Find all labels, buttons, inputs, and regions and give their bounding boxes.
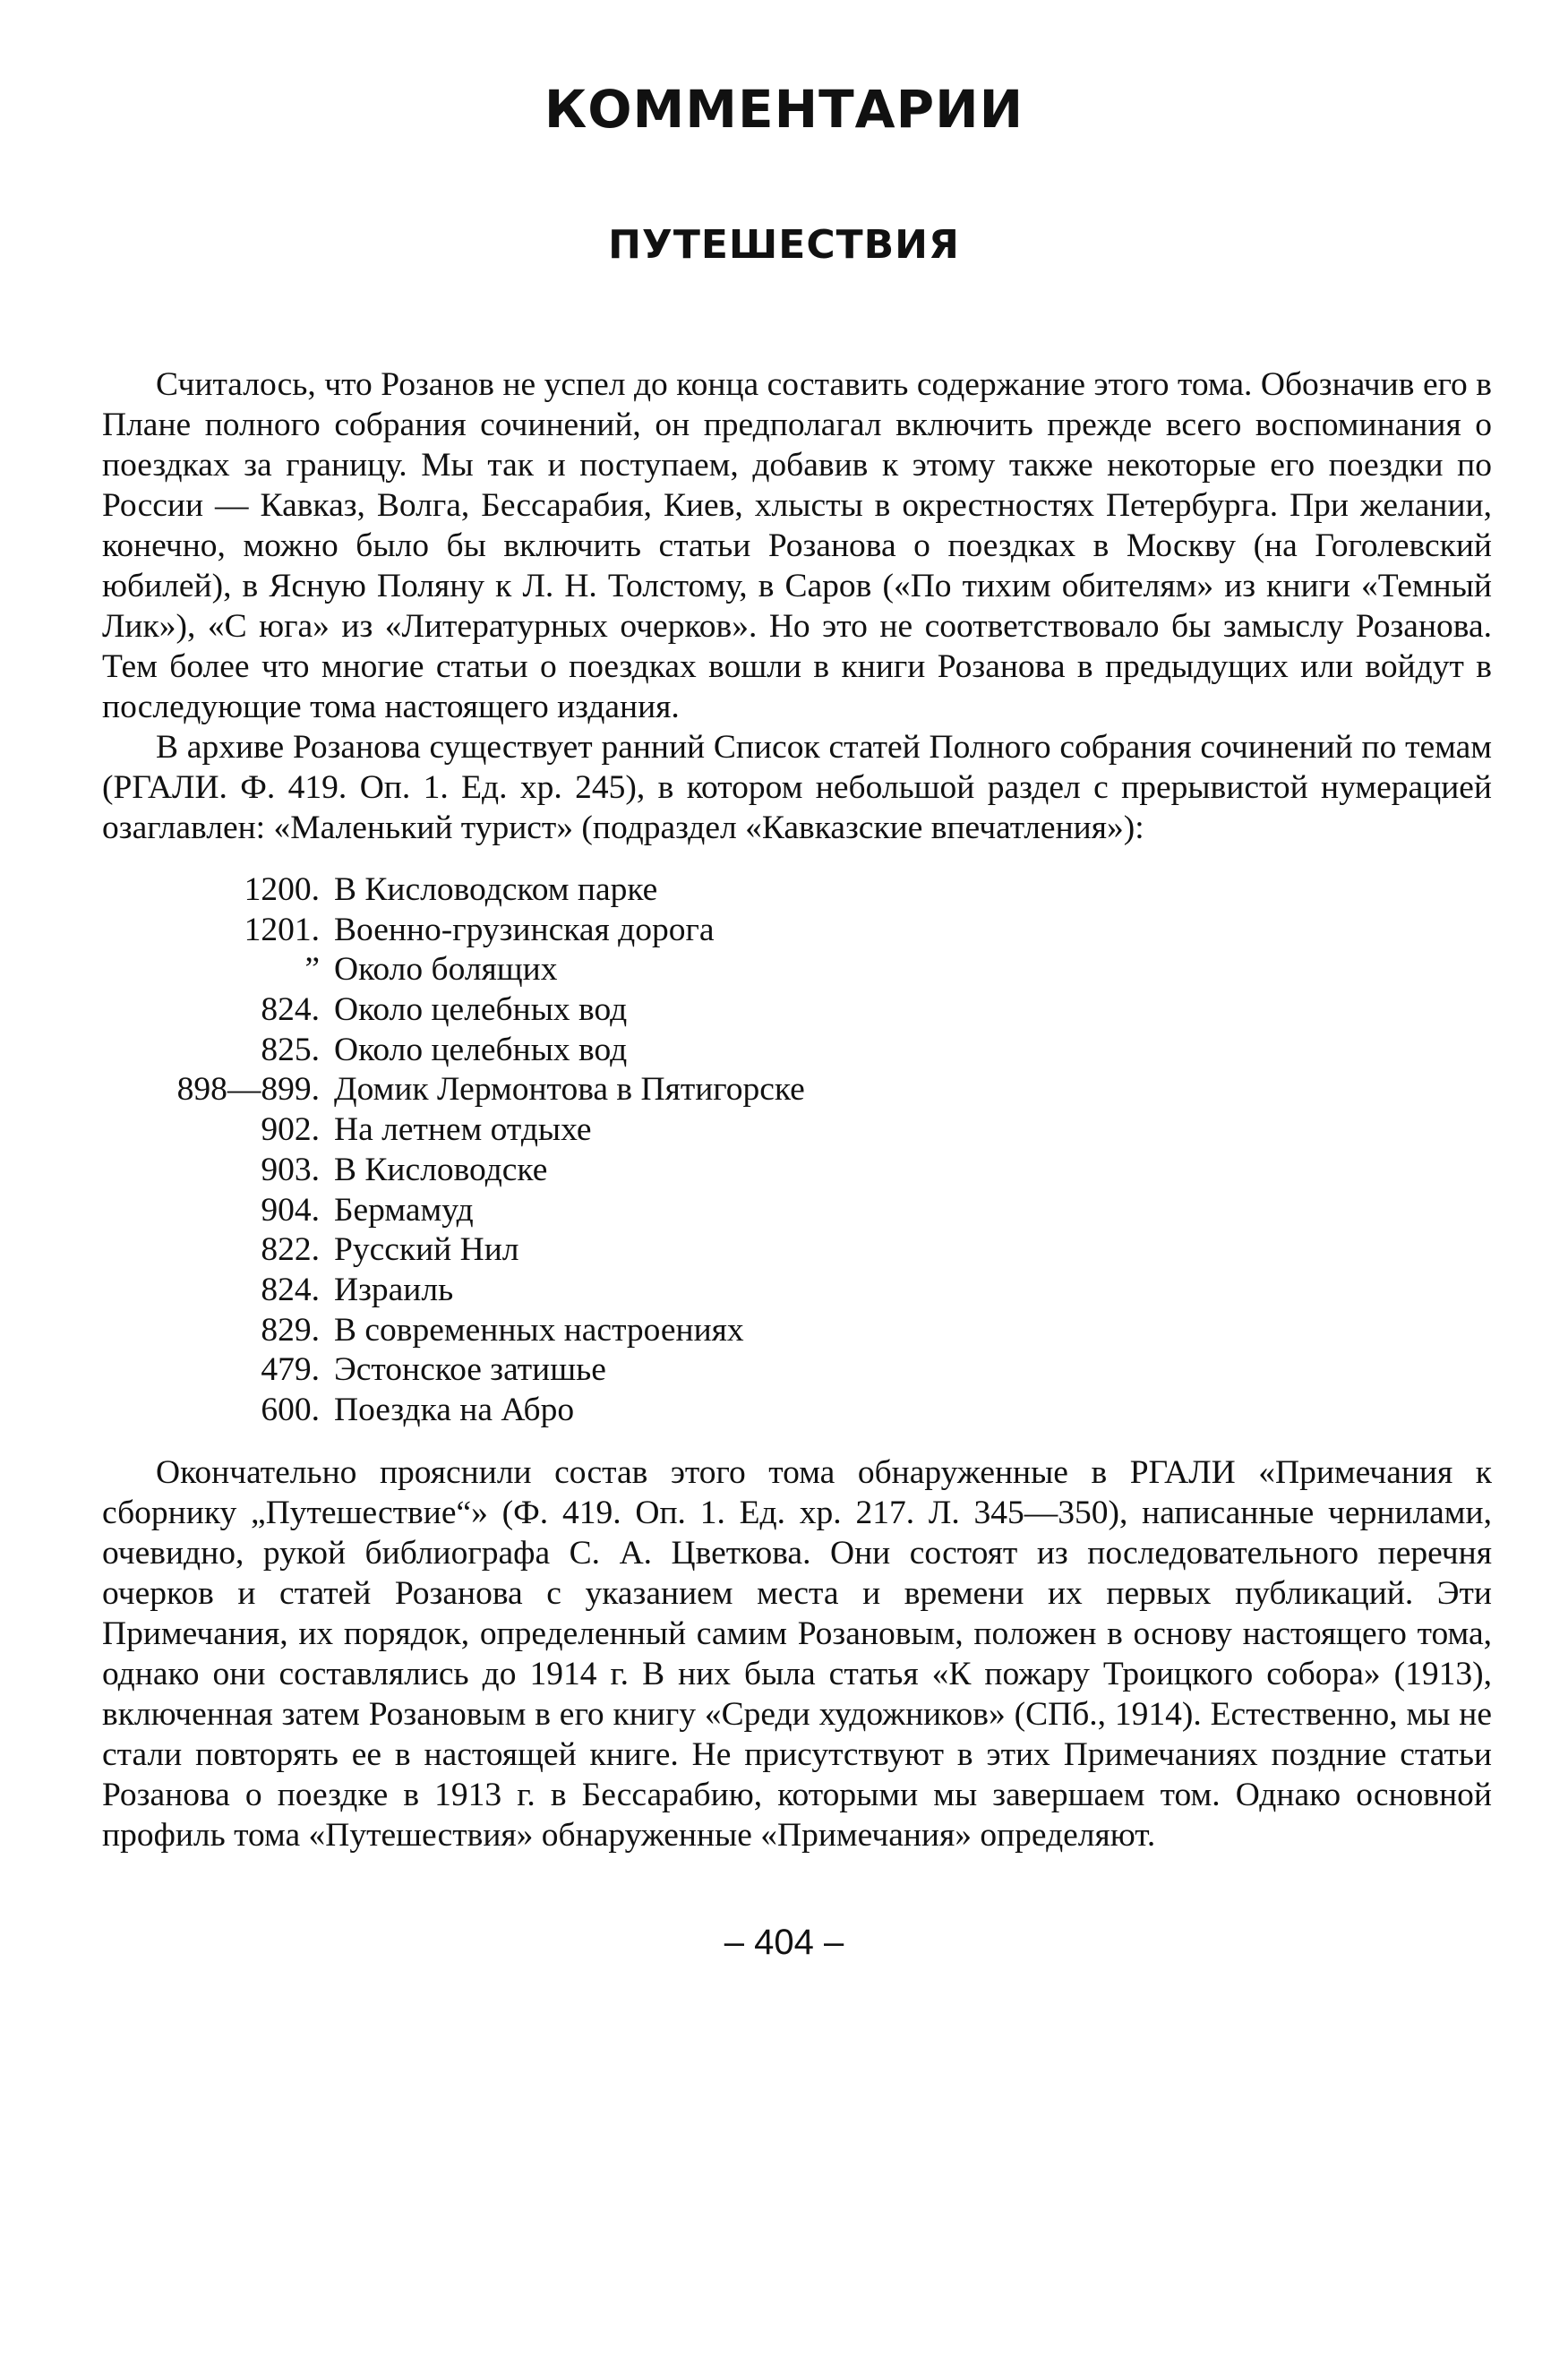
page-number: – 404 – [724,1923,844,1962]
page-title: КОММЕНТАРИИ [544,79,1024,140]
list-item-title: Около болящих [334,951,558,989]
article-list [152,870,958,1431]
list-item-title: В современных настроениях [334,1311,744,1349]
section-title: ПУТЕШЕСТВИЯ [608,222,960,268]
list-item-number: 1200. [244,871,320,908]
list-item-number: ” [304,951,320,989]
list-item-number: 902. [261,1111,320,1149]
list-item-title: Бермамуд [334,1191,474,1229]
list-item [152,1191,958,1231]
list-item-title: На летнем отдыхе [334,1111,592,1149]
list-item [152,1070,958,1110]
list-item-title: Около целебных вод [334,1031,628,1068]
list-item-number: 825. [261,1031,320,1068]
list-item [152,870,958,911]
paragraph-conclusion: Окончательно прояснили состав этого тома обнаруженные в РГАЛИ «Примечания к сборнику „Путешествие“» (Ф. 419. Оп. 1. Ед. хр. 217. Л. 345—350), написанные чернилами, очевидно, рукой библиографа С. А. Цветкова. Они состоят из последовательного перечня очерков и статей Розанова с указанием места и времени их первых публикаций. Эти Примечания, их порядок, определенный самим Розановым, положен в основу настоящего тома, однако они составлялись до 1914 г. В них была статья «К пожару Троицкого собора» (1913), включенная затем Розановым в его книгу «Среди художников» (СПб., 1914). Естественно, мы не стали повторять ее в настоящей книге. Не присутствуют в этих Примечаниях поздние статьи Розанова о поездке в 1913 г. в Бессарабию, которыми мы завершаем том. Однако основной профиль тома «Путешествия» обнаруженные «Примечания» определяют. [102,1454,1492,1854]
list-item-number: 479. [261,1351,320,1389]
list-item-title: Около целебных вод [334,991,628,1029]
list-item [152,1311,958,1351]
list-item-title: В Кисловодске [334,1151,548,1188]
list-item-title: Военно-грузинская дорога [334,911,715,948]
list-item-number: 824. [261,991,320,1029]
list-item-title: Израиль [334,1271,454,1308]
list-item-number: 824. [261,1271,320,1308]
list-item [152,1230,958,1271]
list-item-number: 1201. [244,911,320,948]
list-item-title: В Кисловодском парке [334,871,658,908]
list-item [152,1151,958,1191]
list-item [152,1271,958,1311]
list-item-number: 600. [261,1391,320,1428]
list-item [152,1391,958,1431]
paragraph-archive: В архиве Розанова существует ранний Список статей Полного собрания сочинений по темам (РГАЛИ. Ф. 419. Оп. 1. Ед. хр. 245), в котором небольшой раздел с прерывистой нумерацией озаглавлен: «Маленький турист» (подраздел «Кавказские впечатления»): [102,729,1492,846]
list-item-number: 829. [261,1311,320,1349]
list-item-title: Русский Нил [334,1231,519,1269]
list-item-number: 822. [261,1231,320,1269]
list-item [152,990,958,1031]
list-item-title: Эстонское затишье [334,1351,606,1389]
list-item-number: 903. [261,1151,320,1188]
list-item [152,911,958,951]
list-item-title: Поездка на Абро [334,1391,575,1428]
list-item [152,1031,958,1071]
list-item-number: 898—899. [176,1071,320,1109]
list-item-title: Домик Лермонтова в Пятигорске [334,1071,805,1109]
list-item [152,1110,958,1151]
list-item [152,1350,958,1391]
list-item-number: 904. [261,1191,320,1229]
paragraph-intro: Считалось, что Розанов не успел до конца составить содержание этого тома. Обозначив его в Плане полного собрания сочинений, он предполагал включить прежде всего воспоминания о поездках за границу. Мы так и поступаем, добавив к этому также некоторые его поездки по России — Кавказ, Волга, Бессарабия, Киев, хлысты в окрестностях Петербурга. При желании, конечно, можно было бы включить статьи Розанова о поездках в Москву (на Гоголевский юбилей), в Ясную Поляну к Л. Н. Толстому, в Саров («По тихим обителям» из книги «Темный Лик»), «С юга» из «Литературных очерков». Но это не соответствовало бы замыслу Розанова. Тем более что многие статьи о поездках вошли в книги Розанова в предыдущих или войдут в последующие тома настоящего издания. [102,366,1492,725]
list-item [152,950,958,990]
